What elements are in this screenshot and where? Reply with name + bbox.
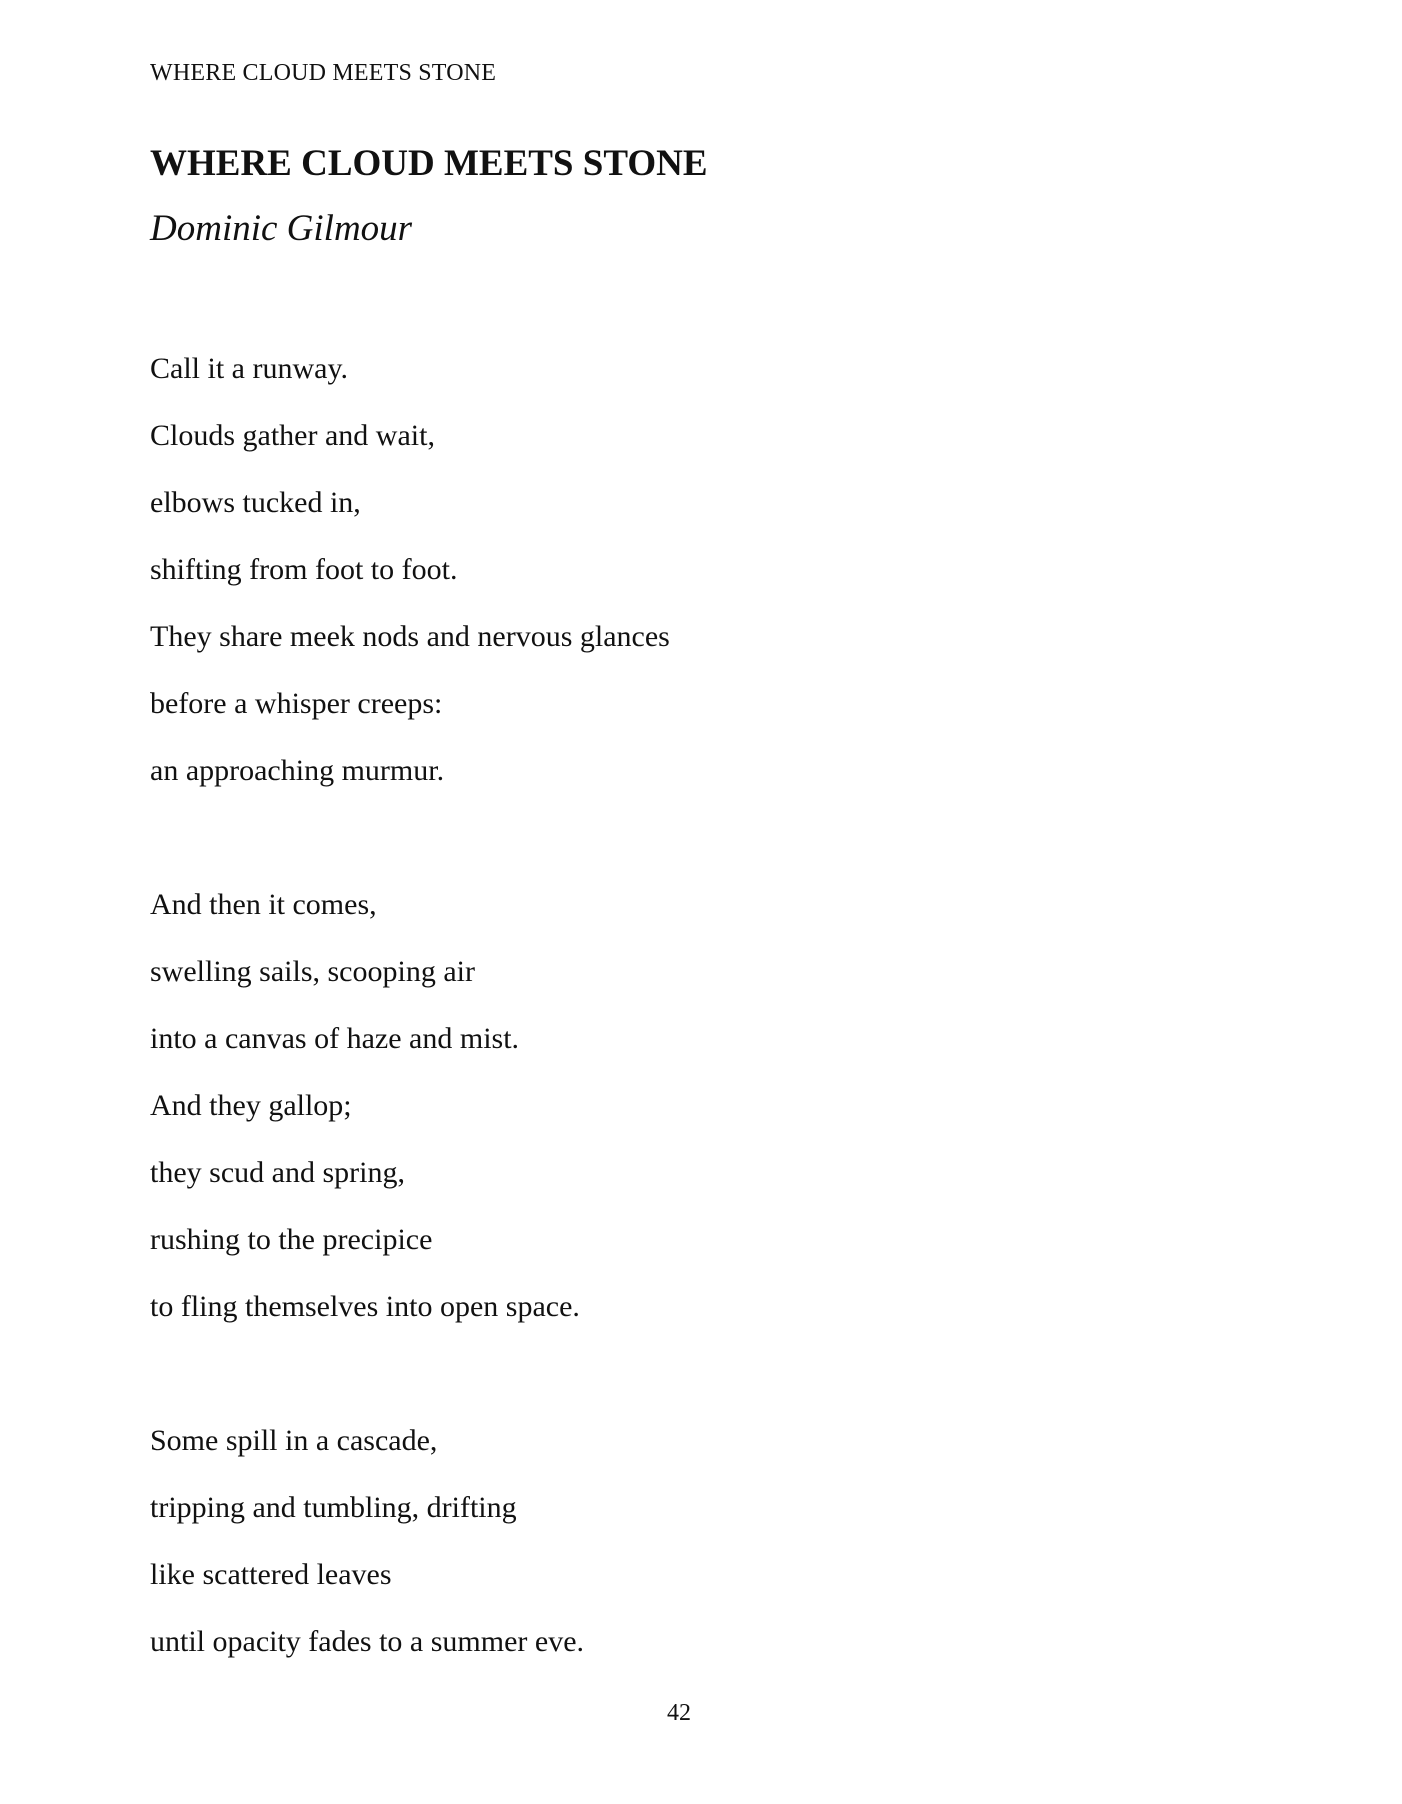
- stanza-2: [150, 871, 1250, 1340]
- poem-line: shifting from foot to foot.: [150, 553, 458, 586]
- poem-line: like scattered leaves: [150, 1558, 392, 1591]
- poem-line: to fling themselves into open space.: [150, 1290, 580, 1323]
- poem-author: Dominic Gilmour: [150, 208, 413, 249]
- poem-line: elbows tucked in,: [150, 486, 361, 519]
- poem-line: until opacity fades to a summer eve.: [150, 1625, 585, 1658]
- running-header: WHERE CLOUD MEETS STONE: [150, 60, 497, 86]
- poem-line: Some spill in a cascade,: [150, 1424, 438, 1457]
- poem-line: And then it comes,: [150, 888, 377, 921]
- poem-line: Call it a runway.: [150, 352, 349, 385]
- stanza-1: [150, 335, 1250, 804]
- stanza-3: [150, 1407, 1250, 1675]
- poem-line: an approaching murmur.: [150, 754, 445, 787]
- poem-line: before a whisper creeps:: [150, 687, 443, 720]
- poem-line: tripping and tumbling, drifting: [150, 1491, 517, 1524]
- poem-body: [150, 335, 1250, 1742]
- page-number: 42: [667, 1700, 691, 1726]
- poem-line: swelling sails, scooping air: [150, 955, 475, 988]
- poem-line: into a canvas of haze and mist.: [150, 1022, 520, 1055]
- poem-line: they scud and spring,: [150, 1156, 405, 1189]
- poem-line: And they gallop;: [150, 1089, 352, 1122]
- poem-line: They share meek nods and nervous glances: [150, 620, 670, 653]
- poem-line: Clouds gather and wait,: [150, 419, 435, 452]
- poem-line: rushing to the precipice: [150, 1223, 433, 1256]
- poem-title: WHERE CLOUD MEETS STONE: [150, 143, 708, 184]
